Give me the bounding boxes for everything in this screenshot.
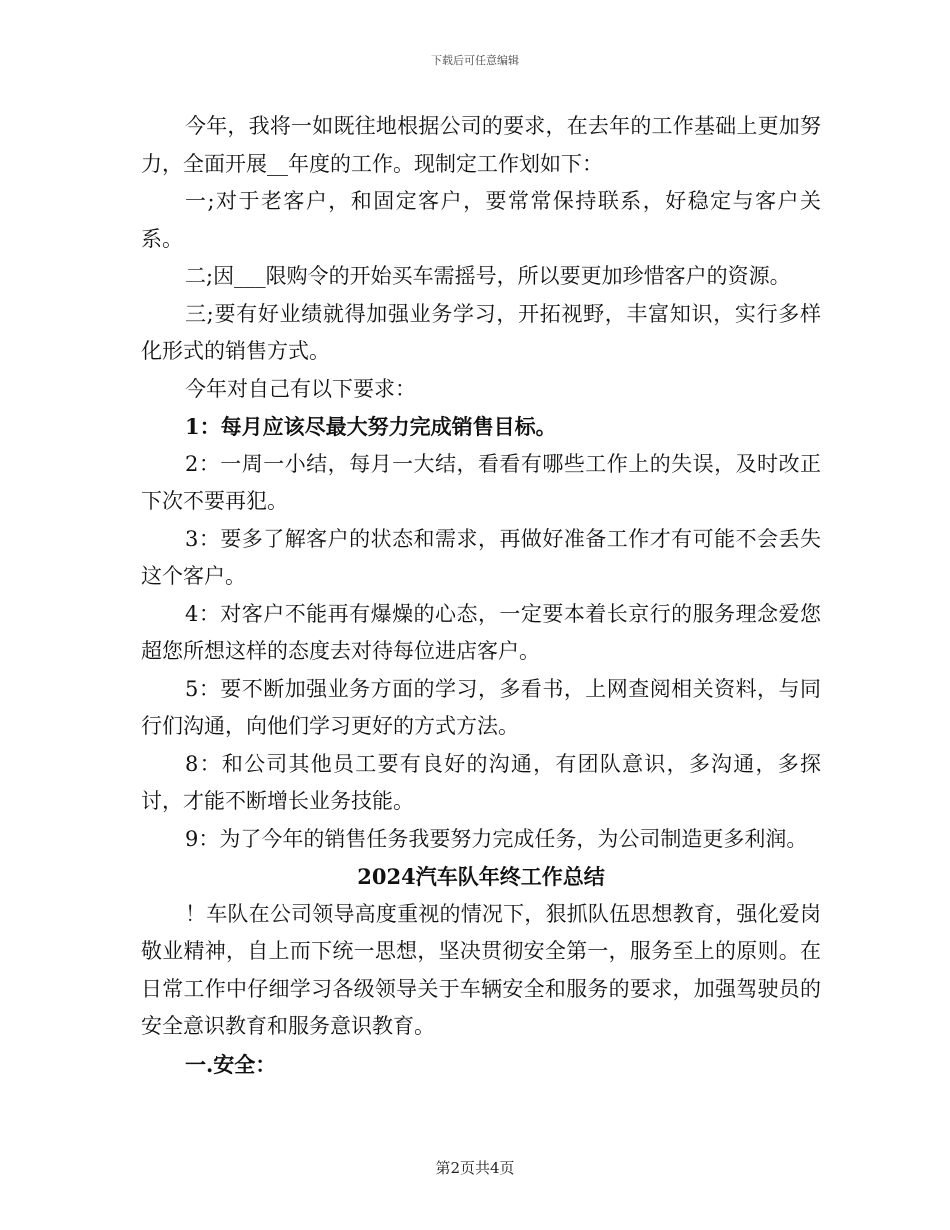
summary-paragraph: ！车队在公司领导高度重视的情况下，狠抓队伍思想教育，强化爱岗敬业精神，自上而下统一思想，坚决贯彻安全第一，服务至上的原则。在日常工作中仔细学习各级领导关于车辆安全和服务的要求，加强驾驶员的安全意识教育和服务意识教育。	[141, 901, 821, 1038]
requirement-9: 9：为了今年的销售任务我要努力完成任务，为公司制造更多利润。	[185, 826, 808, 851]
page-header: 下载后可任意编辑	[431, 54, 519, 67]
requirement-3: 3：要多了解客户的状态和需求，再做好准备工作才有可能不会丢失这个客户。	[141, 526, 821, 588]
page-footer: 第2页共4页	[435, 1159, 515, 1177]
requirement-1: 1：每月应该尽最大努力完成销售目标。	[185, 414, 557, 439]
requirement-5: 5：要不断加强业务方面的学习，多看书，上网查阅相关资料，与同行们沟通，向他们学习更好的方式方法。	[141, 676, 821, 738]
intro-paragraph: 今年，我将一如既往地根据公司的要求，在去年的工作基础上更加努力，全面开展__年度的工作。现制定工作划如下：	[141, 114, 821, 176]
requirements-intro: 今年对自己有以下要求：	[185, 376, 416, 401]
requirement-8: 8：和公司其他员工要有良好的沟通，有团队意识，多沟通，多探讨，才能不断增长业务技能。	[141, 751, 821, 813]
section-title: 2024汽车队年终工作总结	[357, 864, 605, 889]
plan-item-3: 三;要有好业绩就得加强业务学习，开拓视野，丰富知识，实行多样化形式的销售方式。	[141, 301, 821, 363]
plan-item-1: 一;对于老客户，和固定客户，要常常保持联系，好稳定与客户关系。	[141, 189, 821, 251]
plan-item-2: 二;因___限购令的开始买车需摇号，所以要更加珍惜客户的资源。	[185, 264, 791, 288]
safety-subheading: 一.安全：	[185, 1051, 277, 1077]
requirement-4: 4：对客户不能再有爆燥的心态，一定要本着长京行的服务理念爱您超您所想这样的态度去对待每位进店客户。	[141, 601, 821, 663]
requirement-2: 2：一周一小结，每月一大结，看看有哪些工作上的失误，及时改正下次不要再犯。	[141, 451, 821, 513]
document-body	[141, 108, 821, 1083]
